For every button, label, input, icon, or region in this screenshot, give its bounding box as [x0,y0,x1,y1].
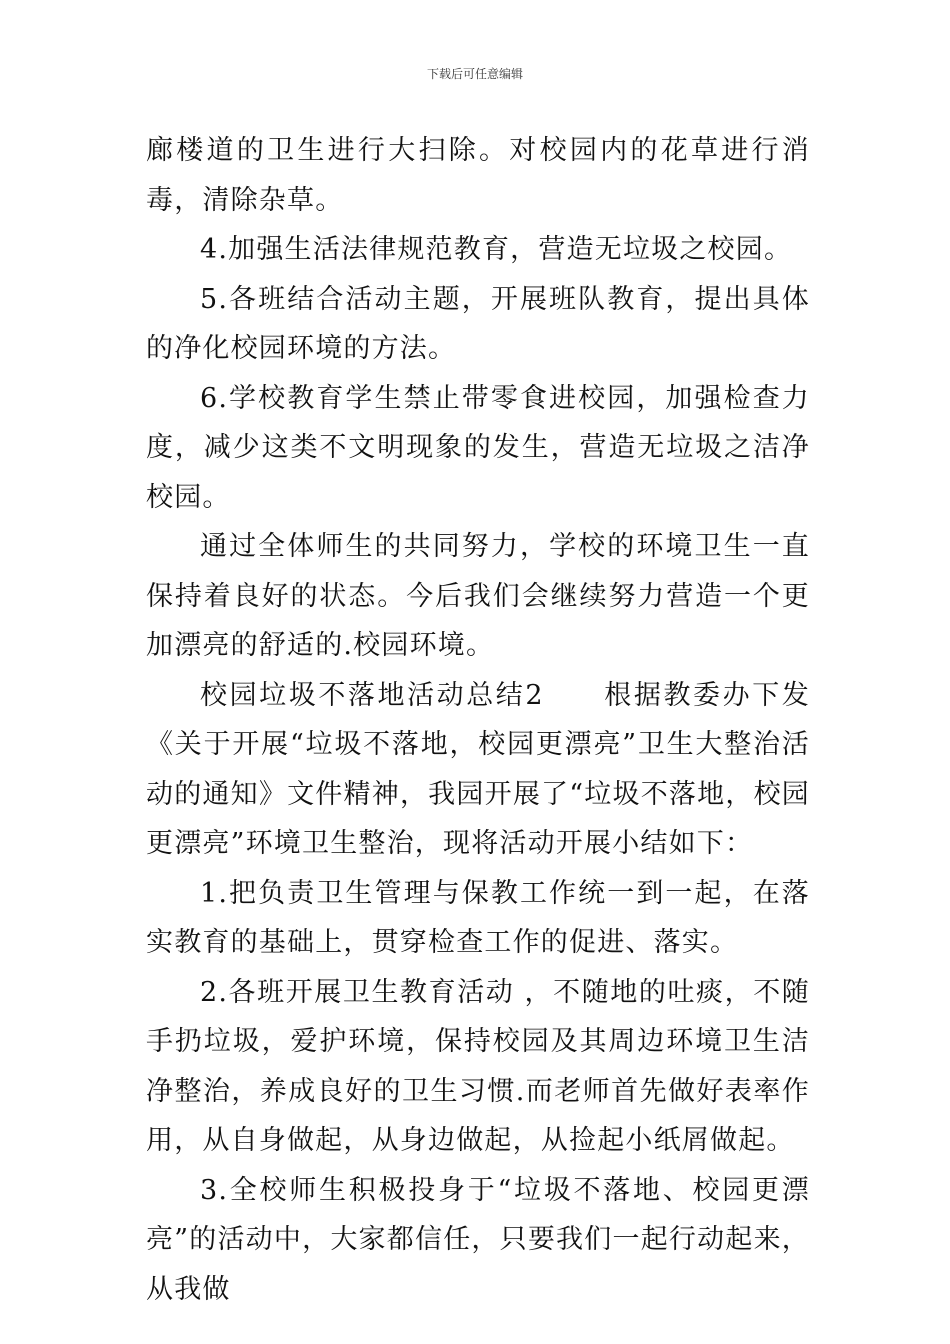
paragraph-item-6: 6.学校教育学生禁止带零食进校园，加强检查力度，减少这类不文明现象的发生，营造无垃圾之洁净校园。 [146,382,810,513]
paragraph-continuation: 廊楼道的卫生进行大扫除。对校园内的花草进行消毒，清除杂草。 [146,135,810,216]
document-body [146,126,810,1314]
paragraph-summary-2-intro: 校园垃圾不落地活动总结2 根据教委办下发《关于开展“垃圾不落地，校园更漂亮”卫生大整治活动的通知》文件精神，我园开展了“垃圾不落地，校园更漂亮”环境卫生整治，现将活动开展小结如下： [146,679,810,859]
paragraph-summary-2-item-2: 2.各班开展卫生教育活动 ，不随地的吐痰，不随手扔垃圾，爱护环境，保持校园及其周边环境卫生洁净整治，养成良好的卫生习惯.而老师首先做好表率作用，从自身做起，从身边做起，从捡起小纸屑做起。 [146,976,810,1156]
page-header-note: 下载后可任意编辑 [426,67,523,81]
paragraph-summary-2-item-3: 3.全校师生积极投身于“垃圾不落地、校园更漂亮”的活动中，大家都信任，只要我们一起行动起来，从我做 [146,1174,810,1305]
paragraph-item-4: 4.加强生活法律规范教育，营造无垃圾之校园。 [200,234,793,265]
paragraph-summary-2-item-1: 1.把负责卫生管理与保教工作统一到一起，在落实教育的基础上，贯穿检查工作的促进、落实。 [146,877,810,958]
paragraph-item-5: 5.各班结合活动主题，开展班队教育，提出具体的净化校园环境的方法。 [146,283,810,364]
paragraph-conclusion: 通过全体师生的共同努力，学校的环境卫生一直保持着良好的状态。今后我们会继续努力营造一个更加漂亮的舒适的.校园环境。 [146,531,810,661]
